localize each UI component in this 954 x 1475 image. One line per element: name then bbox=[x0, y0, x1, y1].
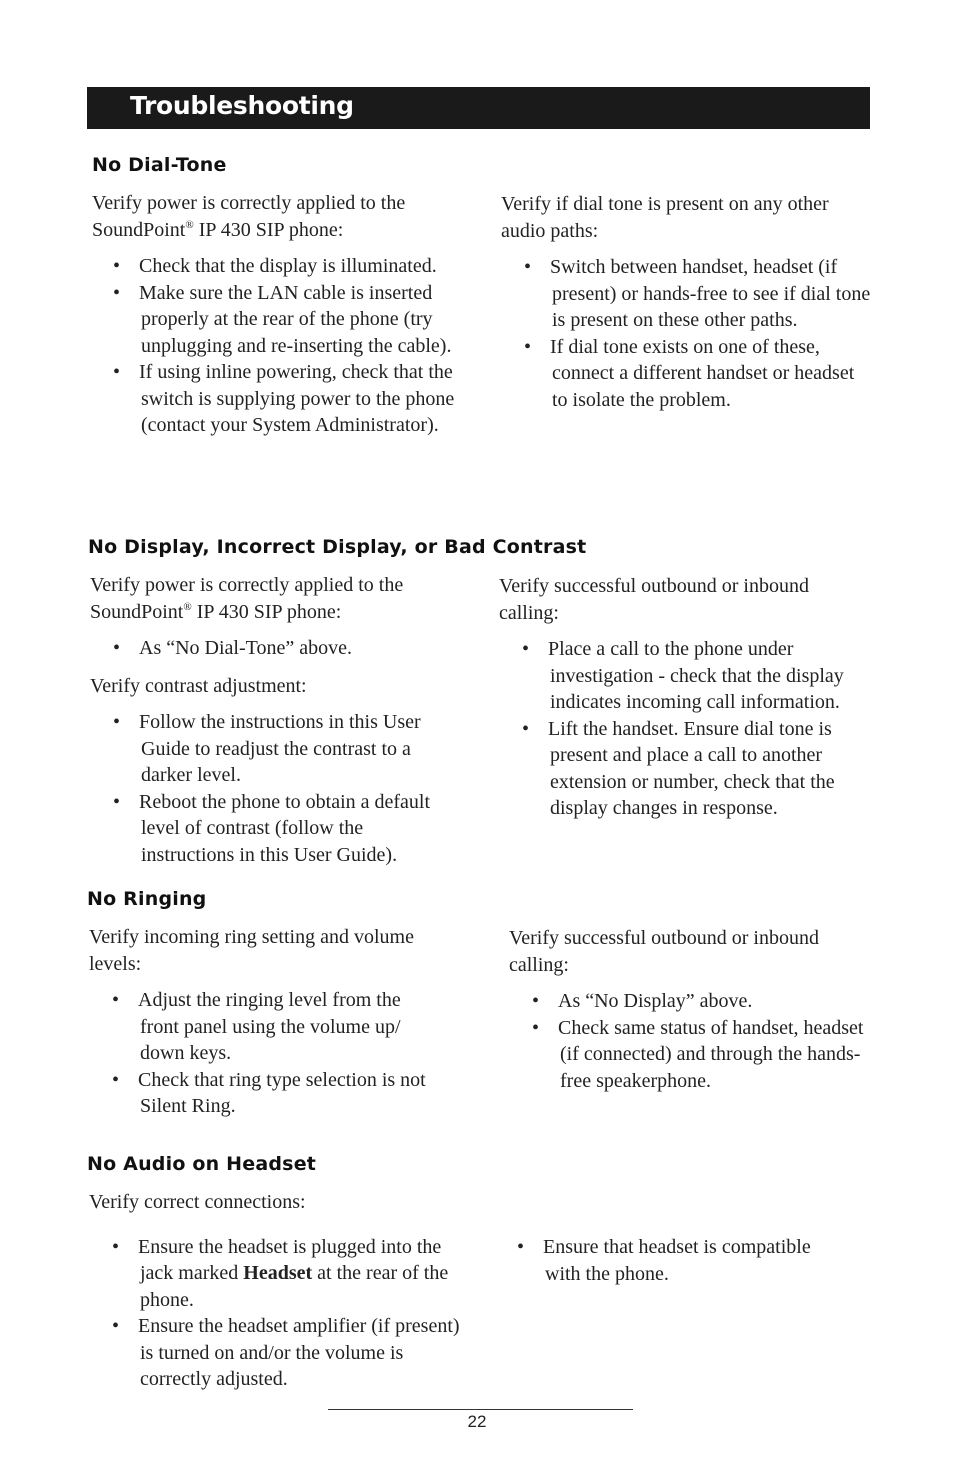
list-item: • If using inline powering, check that the switch is supplying power to the phone (contact your System Administrator). bbox=[113, 361, 455, 436]
page-title: Troubleshooting bbox=[130, 91, 354, 120]
dialtone-left-intro: Verify power is correctly applied to the SoundPoint® IP 430 SIP phone: bbox=[92, 192, 406, 241]
ringing-left-intro: Verify incoming ring setting and volume levels: bbox=[89, 926, 414, 975]
display-left-list-2 bbox=[90, 709, 480, 868]
list-item: • If dial tone exists on one of these, connect a different handset or headset to isolate the problem. bbox=[524, 335, 855, 411]
display-left-list-1 bbox=[90, 635, 480, 662]
list-item: • As “No Display” above. bbox=[532, 990, 753, 1012]
heading-no-display: No Display, Incorrect Display, or Bad Contrast bbox=[88, 536, 587, 558]
ringing-right-list bbox=[509, 988, 871, 1094]
list-item: • Switch between handset, headset (if present) or hands-free to see if dial tone is present on these other paths. bbox=[524, 256, 871, 331]
list-item: • Lift the handset. Ensure dial tone is present and place a call to another extension or number, check that the display changes in response. bbox=[522, 717, 835, 819]
ringing-right-intro: Verify successful outbound or inbound calling: bbox=[509, 927, 819, 976]
dialtone-left-list bbox=[90, 253, 482, 439]
headset-right-list bbox=[494, 1234, 854, 1287]
list-item: • Place a call to the phone under investigation - check that the display indicates incoming call information. bbox=[522, 638, 844, 713]
list-item: • Ensure the headset is plugged into the jack marked Headset at the rear of the phone. bbox=[112, 1235, 449, 1311]
page-number: 22 bbox=[467, 1412, 487, 1431]
list-item: • Ensure the headset amplifier (if present) is turned on and/or the volume is correctly adjusted. bbox=[112, 1315, 460, 1390]
list-item: • Ensure that headset is compatible with the phone. bbox=[517, 1236, 811, 1285]
heading-no-dial-tone: No Dial-Tone bbox=[92, 154, 227, 176]
headset-left-intro: Verify correct connections: bbox=[89, 1191, 306, 1213]
headset-right-column bbox=[494, 1234, 854, 1287]
display-right-column bbox=[499, 573, 871, 822]
list-item: • Make sure the LAN cable is inserted properly at the rear of the phone (try unplugging and re-inserting the cable). bbox=[113, 281, 452, 357]
ringing-left-list bbox=[89, 987, 469, 1120]
display-right-list bbox=[499, 636, 871, 822]
footer-rule bbox=[328, 1409, 633, 1410]
list-item: • Check that ring type selection is not Silent Ring. bbox=[112, 1068, 426, 1117]
list-item: • Reboot the phone to obtain a default level of contrast (follow the instructions in this User Guide). bbox=[113, 790, 431, 866]
dialtone-right-intro: Verify if dial tone is present on any other audio paths: bbox=[501, 193, 829, 242]
display-left-intro: Verify power is correctly applied to the SoundPoint® IP 430 SIP phone: bbox=[90, 574, 404, 623]
list-item: • Adjust the ringing level from the front panel using the volume up/ down keys. bbox=[112, 989, 401, 1064]
ringing-left-column bbox=[89, 924, 469, 1120]
heading-no-ringing: No Ringing bbox=[87, 888, 207, 910]
ringing-right-column bbox=[509, 925, 871, 1094]
list-item: • Check same status of handset, headset (if connected) and through the hands-free speakerphone. bbox=[532, 1016, 864, 1092]
section-title-bar bbox=[87, 87, 870, 129]
headset-left-list bbox=[89, 1234, 479, 1393]
list-item: • Follow the instructions in this User Guide to readjust the contrast to a darker level. bbox=[113, 711, 421, 786]
list-item: • As “No Dial-Tone” above. bbox=[113, 637, 352, 659]
dialtone-right-column bbox=[501, 191, 871, 413]
headset-left-column bbox=[89, 1189, 479, 1393]
dialtone-right-list bbox=[501, 254, 871, 413]
list-item: • Check that the display is illuminated. bbox=[113, 255, 437, 277]
dialtone-left-column bbox=[92, 190, 482, 439]
display-contrast-intro: Verify contrast adjustment: bbox=[90, 674, 307, 697]
display-right-intro: Verify successful outbound or inbound calling: bbox=[499, 575, 809, 624]
display-left-column bbox=[90, 572, 480, 868]
heading-no-audio-on-headset: No Audio on Headset bbox=[87, 1153, 317, 1175]
